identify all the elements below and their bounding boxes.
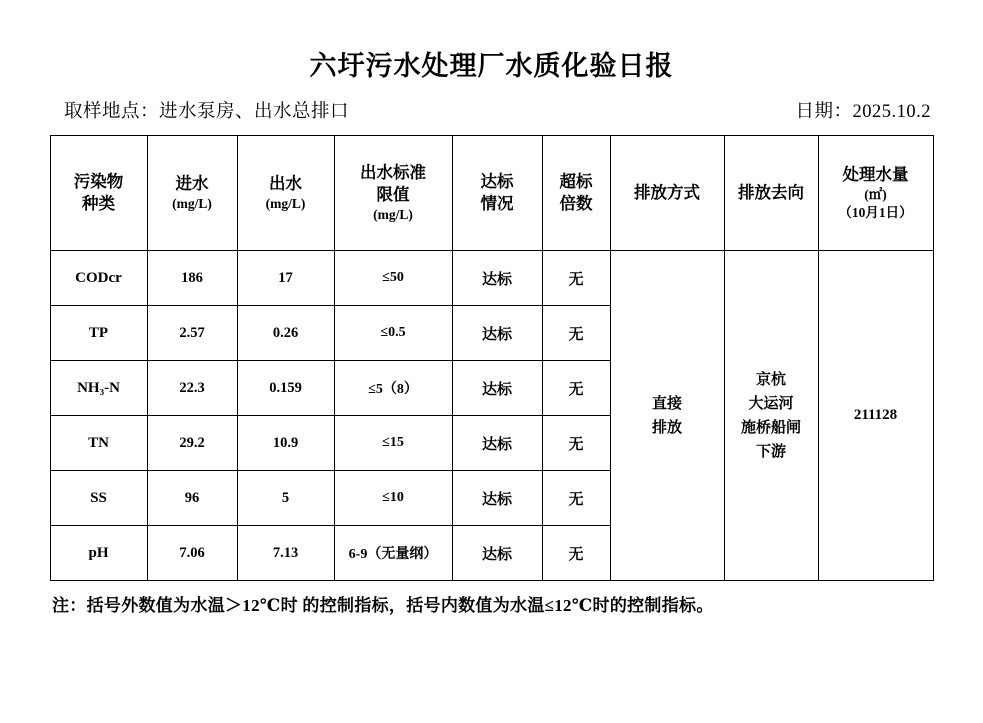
row-effluent-value: 10.9: [237, 416, 334, 471]
row-effluent-value: 0.26: [237, 306, 334, 361]
row-influent-value: 186: [147, 251, 237, 306]
discharge-destination-value: [724, 251, 818, 581]
header-status-line2: 情况: [480, 194, 514, 213]
header-status: [452, 136, 542, 251]
header-volume-period: （10月1日）: [838, 205, 913, 221]
header-volume: [818, 136, 933, 251]
header-limit-unit: (mg/L): [373, 207, 413, 223]
row-pollutant-name: CODcr: [50, 251, 147, 306]
report-page: [0, 44, 983, 723]
row-exceed-value: 无: [542, 251, 610, 306]
row-exceed-value: 无: [542, 361, 610, 416]
table-footnote: 注：括号外数值为水温＞12℃时 的控制指标，括号内数值为水温≤12℃时的控制指标。: [52, 596, 714, 615]
row-effluent-value: 7.13: [237, 526, 334, 581]
row-influent-value: 96: [147, 471, 237, 526]
row-influent-value: 22.3: [147, 361, 237, 416]
row-status-value: 达标: [452, 251, 542, 306]
header-limit: [334, 136, 452, 251]
sampling-location: 取样地点：进水泵房、出水总排口: [64, 102, 350, 122]
row-exceed-value: 无: [542, 471, 610, 526]
row-limit-value: ≤50: [334, 251, 452, 306]
header-pollutant-line1: 污染物: [73, 171, 124, 191]
row-status-value: 达标: [452, 306, 542, 361]
header-volume-line1: 处理水量: [842, 164, 909, 184]
discharge-dest-line2: 大运河: [748, 395, 794, 412]
header-influent-unit: (mg/L): [172, 196, 212, 212]
row-limit-value: ≤15: [334, 416, 452, 471]
row-status-value: 达标: [452, 361, 542, 416]
discharge-method-value: [610, 251, 724, 581]
treated-volume-value: 211128: [818, 251, 933, 581]
row-limit-value: ≤0.5: [334, 306, 452, 361]
row-exceed-value: 无: [542, 306, 610, 361]
meta-row: [64, 97, 931, 123]
header-influent-line1: 进水: [175, 173, 209, 193]
row-status-value: 达标: [452, 471, 542, 526]
row-influent-value: 7.06: [147, 526, 237, 581]
header-discharge-destination: 排放去向: [724, 136, 818, 251]
discharge-dest-line4: 下游: [755, 443, 786, 460]
row-influent-value: 29.2: [147, 416, 237, 471]
row-pollutant-name: TN: [50, 416, 147, 471]
header-pollutant: [50, 136, 147, 251]
header-exceed: [542, 136, 610, 251]
row-status-value: 达标: [452, 416, 542, 471]
row-exceed-value: 无: [542, 526, 610, 581]
header-limit-line1: 出水标准: [360, 162, 426, 182]
page-title: 六圩污水处理厂水质化验日报: [309, 51, 674, 81]
header-exceed-line1: 超标: [559, 171, 593, 191]
header-limit-line2: 限值: [376, 184, 410, 204]
header-effluent: [237, 136, 334, 251]
discharge-dest-line3: 施桥船闸: [740, 419, 801, 436]
discharge-method-line1: 直接: [651, 395, 682, 412]
row-effluent-value: 5: [237, 471, 334, 526]
row-exceed-value: 无: [542, 416, 610, 471]
row-pollutant-name: SS: [50, 471, 147, 526]
water-quality-table: [50, 135, 934, 581]
row-influent-value: 2.57: [147, 306, 237, 361]
header-pollutant-line2: 种类: [82, 194, 115, 213]
discharge-dest-line1: 京杭: [755, 371, 786, 388]
row-limit-value: ≤10: [334, 471, 452, 526]
row-status-value: 达标: [452, 526, 542, 581]
header-effluent-unit: (mg/L): [265, 196, 306, 212]
row-pollutant-name: NH₃-N: [50, 361, 147, 416]
row-effluent-value: 17: [237, 251, 334, 306]
report-date: 日期：2025.10.2: [795, 102, 931, 122]
discharge-method-line2: 排放: [651, 419, 682, 436]
row-limit-value: 6-9（无量纲）: [334, 526, 452, 581]
row-limit-value: ≤5（8）: [334, 361, 452, 416]
row-effluent-value: 0.159: [237, 361, 334, 416]
row-pollutant-name: pH: [50, 526, 147, 581]
header-status-line1: 达标: [480, 171, 514, 191]
table-header-row: [50, 136, 933, 251]
header-influent: [147, 136, 237, 251]
header-exceed-line2: 倍数: [559, 194, 593, 213]
header-discharge-method: 排放方式: [610, 136, 724, 251]
header-effluent-line1: 出水: [269, 173, 302, 193]
row-pollutant-name: TP: [50, 306, 147, 361]
table-row: [50, 251, 933, 306]
header-volume-unit: (㎡): [864, 186, 887, 202]
